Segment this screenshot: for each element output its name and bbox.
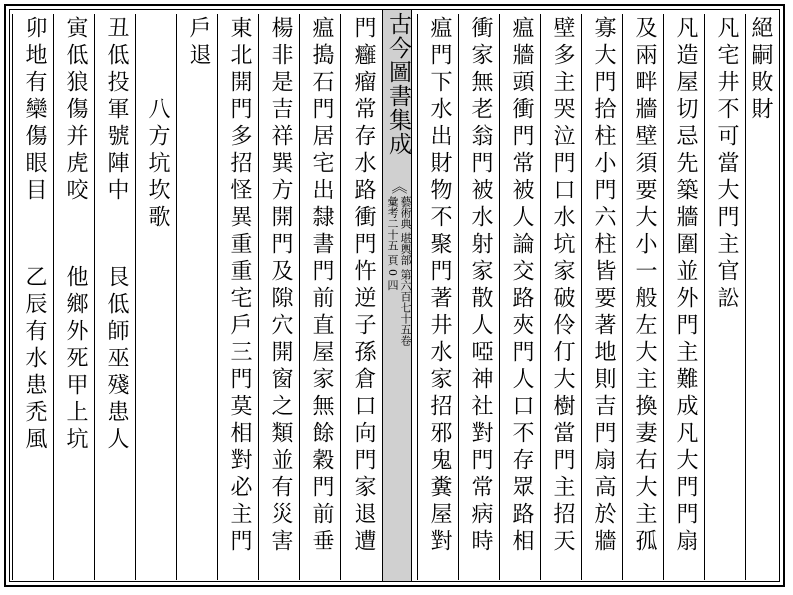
column-text: 東北開門多招怪異重重宅戶三門莫相對必主門: [227, 16, 252, 556]
column-text-lower: 乙辰有水患禿風: [22, 265, 47, 454]
column-text-upper: 丑低投軍號陣中: [104, 16, 129, 205]
text-column-l1: [340, 14, 382, 580]
column-text: 衝家無老翁門被水射家散人啞神社對門常病時: [468, 16, 493, 556]
column-text-upper: 卯地有欒傷眼目: [22, 16, 47, 205]
text-column-l3: [258, 14, 299, 580]
text-column-l8: [53, 14, 94, 580]
text-column-r7: [499, 14, 540, 580]
text-column-r3: [663, 14, 704, 580]
text-column-r6: [540, 14, 581, 580]
column-text: 瘟搗石門居宅出隸書門前直屋家無餘穀門前垂: [309, 16, 334, 556]
column-text-lower: 他鄉外死甲上坑: [63, 265, 88, 454]
column-text: 壁多主哭泣門口水坑家破伶仃大樹當門主招天: [550, 16, 575, 556]
page-spine: [382, 10, 412, 581]
column-text: 戶退: [186, 16, 211, 70]
column-text: 瘟門下水出財物不聚門著井水家招邪鬼糞屋對: [427, 16, 452, 556]
column-text: 絕嗣敗財: [748, 16, 773, 124]
volume-info-line1: 藝術典 堪輿部 第六百七十五卷: [399, 196, 412, 346]
column-text-lower: 艮低師巫殘患人: [104, 265, 129, 454]
column-text-upper: 寅低狼傷并虎咬: [63, 16, 88, 205]
column-text: 八方坑坎歌: [145, 16, 170, 232]
text-column-l5: [176, 14, 217, 580]
column-text: 凡宅井不可當大門主官訟: [714, 16, 739, 313]
text-column-r4: [622, 14, 663, 580]
text-column-l2: [299, 14, 340, 580]
column-text: 寡大門拾柱小門六柱皆要著地則吉門扇高於牆: [591, 16, 616, 556]
column-text: 門癰瘤常存水路衝門忤逆子孫倉口向門家退遭: [351, 16, 376, 556]
text-column-l6: [135, 14, 176, 580]
text-column-l4: [217, 14, 258, 580]
text-column-l7: [94, 14, 135, 580]
volume-info-line2: 彙考二十五 頁 0 四: [386, 196, 399, 291]
column-text: 楊非是吉祥巽方開門及隙穴開窗之類並有災害: [268, 16, 293, 556]
text-column-r8: [458, 14, 499, 580]
text-column-l9: [12, 14, 53, 580]
column-text: 凡造屋切忌先築牆圍並外門主難成凡大門門扇: [673, 16, 698, 556]
text-column-r9: [417, 14, 458, 580]
text-column-r2: [704, 14, 745, 580]
volume-info: [384, 196, 412, 346]
column-text: 及兩畔牆壁須要大小一般左大主換妻右大主孤: [632, 16, 657, 556]
column-text: 瘟牆頭衝門常被人論交路夾門人口不存眾路相: [509, 16, 534, 556]
book-title: 古今圖書集成: [385, 12, 411, 156]
text-column-r1: [745, 14, 779, 580]
title-bracket: 《: [389, 178, 408, 194]
text-column-r5: [581, 14, 622, 580]
